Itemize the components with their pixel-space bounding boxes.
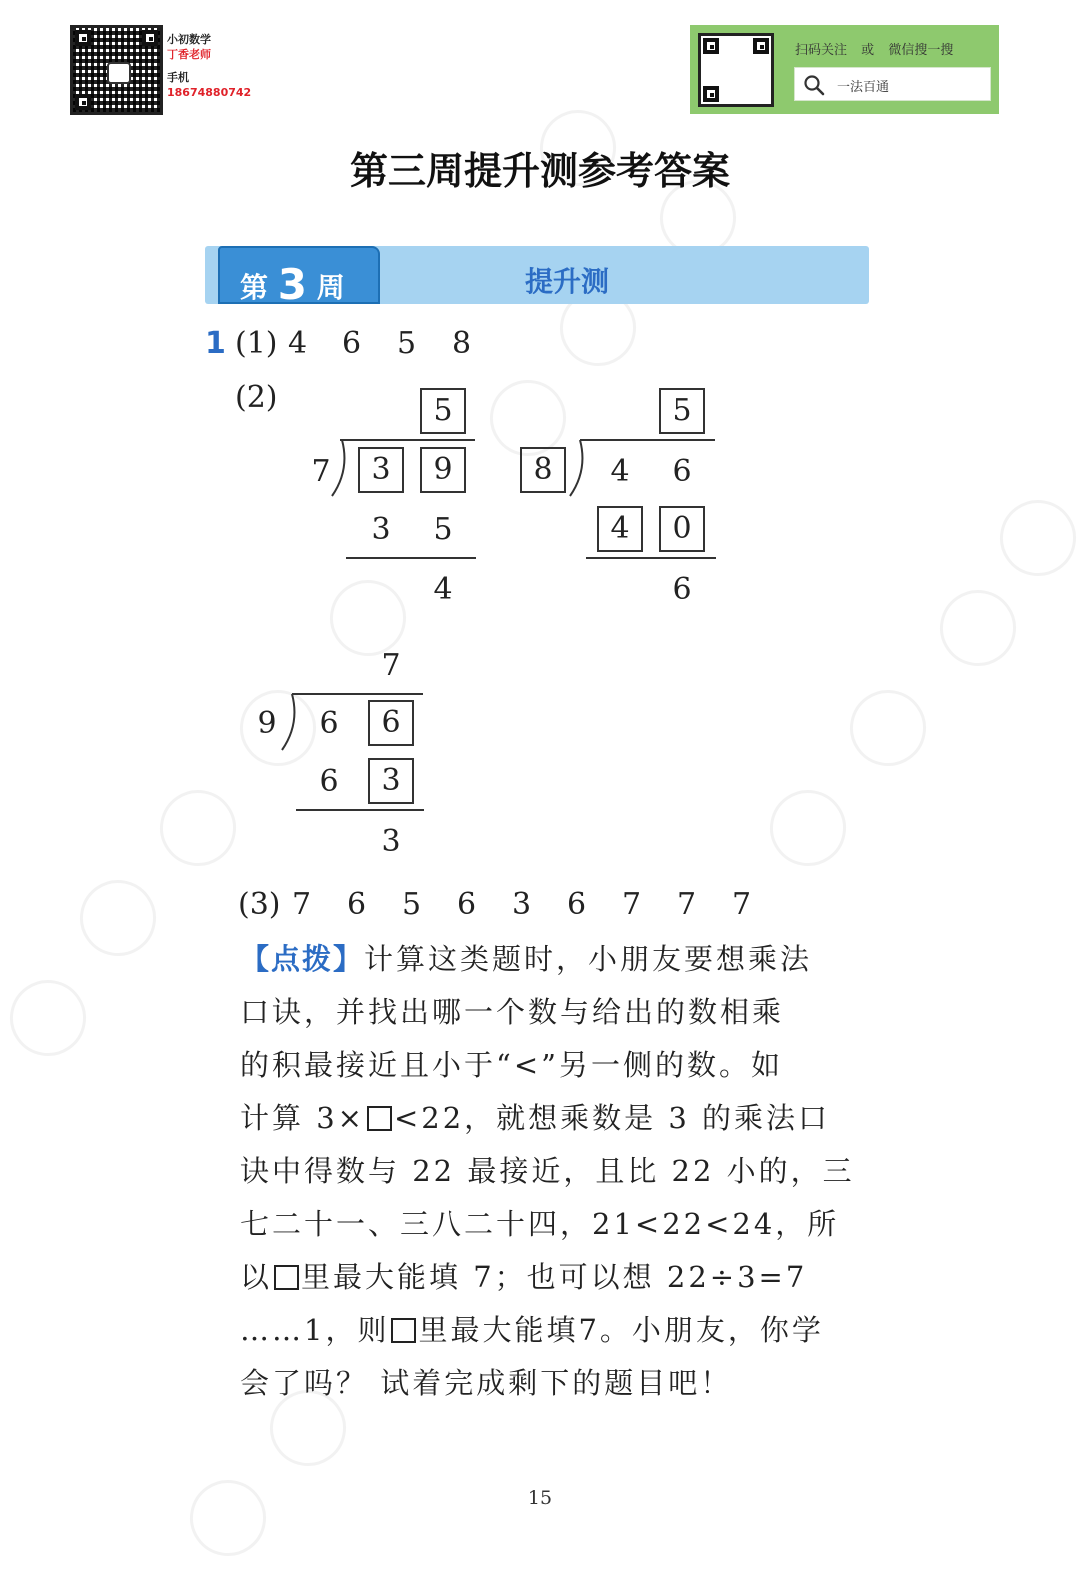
division-bracket [330,440,350,498]
answer-value: 7 [732,887,752,922]
product-digit: 6 [319,764,339,799]
dividend-digit: 4 [610,454,630,489]
watermark-logo [0,965,101,1071]
division-bracket [568,440,588,498]
answer-value: 8 [452,326,472,361]
divisor: 9 [257,706,277,741]
answer-box: 3 [358,447,404,493]
wechat-icon [107,62,131,84]
contact-phone: 18674880742 [167,86,252,99]
answer-value: 7 [292,887,312,922]
contact-subject: 小初数学 [167,33,211,46]
product-digit: 3 [371,512,391,547]
division-bar [292,693,423,695]
subtraction-line [346,557,476,559]
week-suffix: 周 [316,271,345,304]
or-label: 或 [861,43,875,58]
week-number: 3 [277,260,307,309]
week-tab [218,246,380,309]
scan-follow-label: 扫码关注 [795,43,848,58]
part2-label: (2) [235,380,278,415]
watermark-logo [65,865,171,971]
answer-box: 3 [368,758,414,804]
answer-box: 5 [659,388,705,434]
blank-square-icon [274,1265,299,1290]
hint-line: <22，就想乘数是 3 的乘法口 [393,1101,831,1135]
dividend-digit: 6 [319,706,339,741]
remainder: 3 [381,824,401,859]
search-icon [803,74,825,96]
hint-line: 以 [240,1260,273,1294]
wechat-search-label: 微信搜一搜 [888,43,954,58]
division-bracket [280,694,300,752]
search-input[interactable] [794,67,991,101]
hint-line: 七二十一、三八二十四，21<22<24，所 [240,1207,840,1241]
hint-line: 计算 3× [240,1101,365,1135]
question-number: 1 [205,326,226,361]
answer-value: 3 [512,887,532,922]
answer-box: 8 [520,447,566,493]
section-title: 提升测 [525,265,610,298]
answer-box: 4 [597,506,643,552]
contact-phone-label: 手机 [167,71,189,84]
answer-value: 6 [347,887,367,922]
section-banner [205,246,869,309]
page-title: 第三周提升测参考答案 [349,148,730,193]
week-prefix: 第 [240,271,269,304]
hint-line: 的积最接近且小于“<”另一侧的数。如 [240,1048,783,1082]
divisor: 7 [311,454,331,489]
answer-box: 6 [368,700,414,746]
part3-label: (3) [238,887,281,922]
hint-line: 诀中得数与 22 最接近，且比 22 小的，三 [240,1154,855,1188]
hint-paragraph [240,933,870,1410]
answer-value: 5 [397,326,417,361]
answer-value: 6 [342,326,362,361]
page-number: 15 [527,1487,553,1509]
blank-square-icon [391,1318,416,1343]
answer-box: 9 [420,447,466,493]
answer-value: 5 [402,887,422,922]
hint-line: ……1，则 [240,1313,390,1347]
watermark-logo [755,775,861,881]
hint-line: 会了吗？ 试着完成剩下的题目吧！ [240,1366,733,1400]
division-bar [580,439,715,441]
subtraction-line [586,557,716,559]
division-bar [340,439,475,441]
subtraction-line [296,809,424,811]
hint-label: 【点拨】 [240,942,365,976]
part1-label: (1) [235,326,278,361]
dividend-digit: 6 [672,454,692,489]
watermark-logo [145,775,251,881]
contact-teacher: 丁香老师 [167,48,211,61]
hint-line: 里最大能填7。小朋友，你学 [418,1313,824,1347]
remainder: 6 [672,572,692,607]
search-query: 一法百通 [837,80,890,95]
wechat-search-panel [690,25,999,114]
watermark-logo [835,675,941,781]
answer-value: 6 [567,887,587,922]
answer-value: 7 [622,887,642,922]
watermark-logo [985,485,1080,591]
answer-value: 6 [457,887,477,922]
answer-box: 0 [659,506,705,552]
answer-box: 5 [420,388,466,434]
hint-line: 口诀，并找出哪一个数与给出的数相乘 [240,995,785,1029]
qr-code-image[interactable] [70,25,163,115]
remainder: 4 [433,572,453,607]
answer-value: 7 [677,887,697,922]
watermark-logo [175,1465,281,1571]
product-digit: 5 [433,512,453,547]
qr-code-image[interactable] [698,33,774,107]
hint-line: 计算这类题时，小朋友要想乘法 [364,942,813,976]
blank-square-icon [367,1106,392,1131]
quotient: 7 [381,648,401,683]
watermark-logo [925,575,1031,681]
answer-value: 4 [288,326,308,361]
hint-line: 里最大能填 7；也可以想 22÷3=7 [301,1260,808,1294]
